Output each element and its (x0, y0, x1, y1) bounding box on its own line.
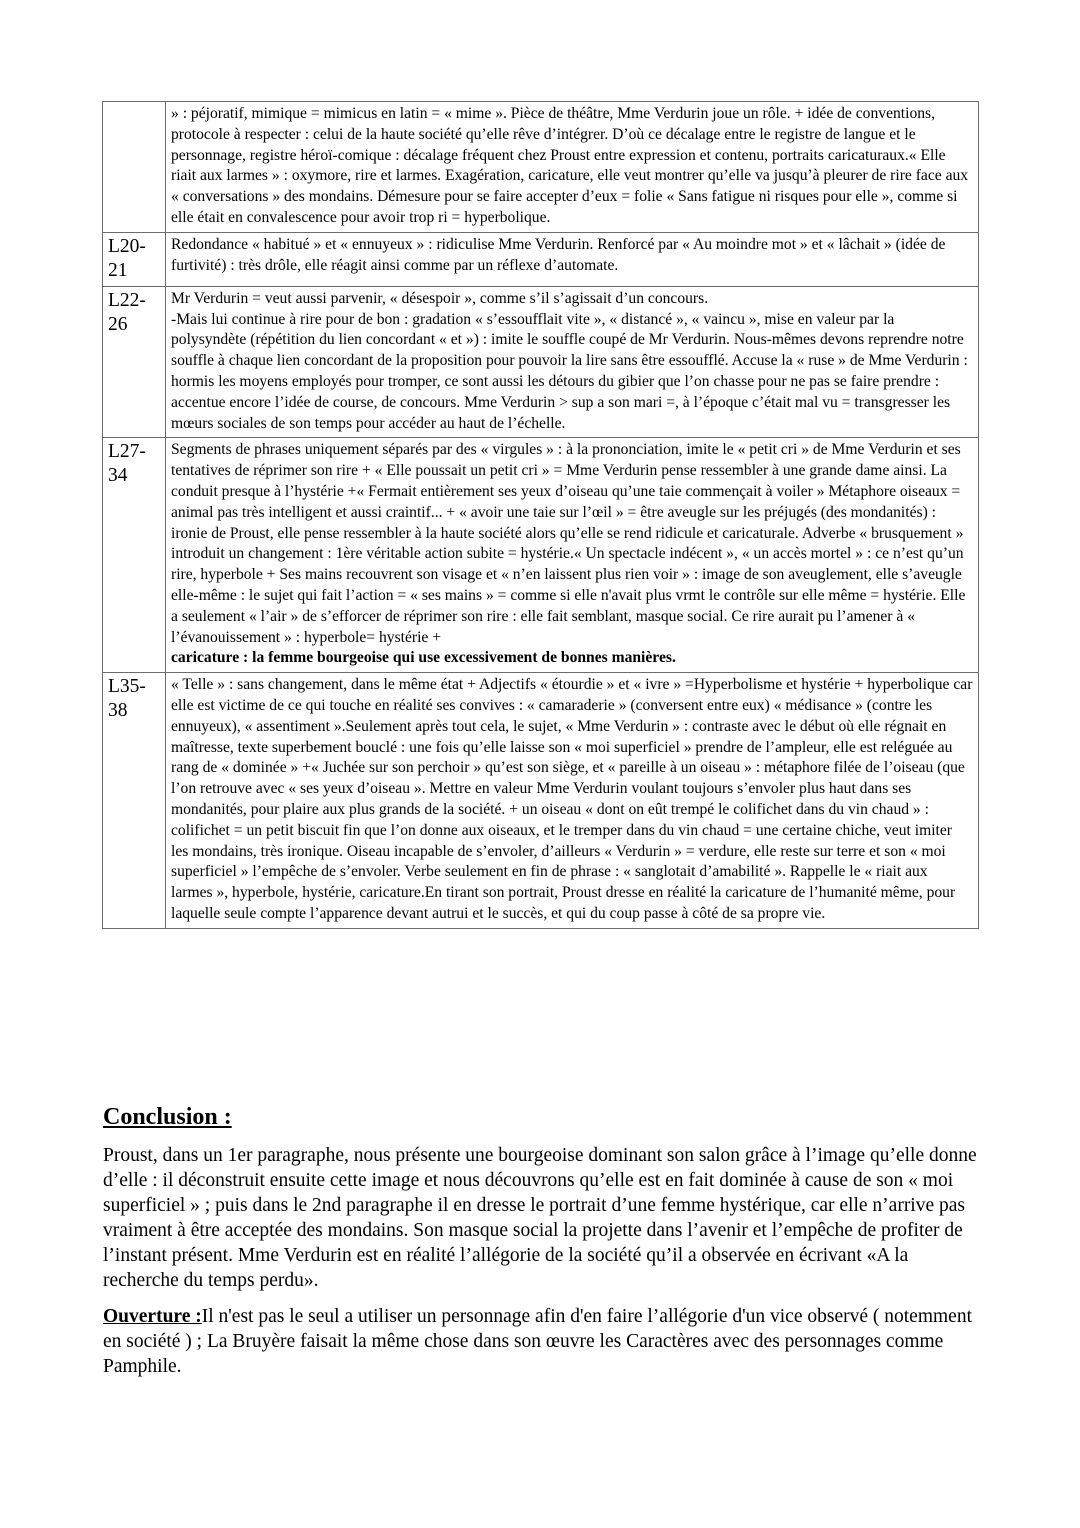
conclusion-heading: Conclusion : (103, 1104, 232, 1130)
analysis-table (102, 101, 979, 929)
ouverture-text: Il n'est pas le seul a utiliser un personnage afin d'en faire l’allégorie d'un vice observé ( notemment en société ) ; La Bruyère faisait la même chose dans son œuvre les Caractères avec des personnages comme Pamphile. (103, 1306, 972, 1377)
commentary-text: Segments de phrases uniquement séparés par des « virgules » : à la prononciation, imite le « petit cri » de Mme Verdurin et ses tentatives de réprimer son rire + « Elle poussait un petit cri » = Mme Verdurin pense ressembler à une grande dame ainsi. La conduit presque à l’hystérie +« Fermait entièrement ses yeux d’oiseau qu’une taie commençait à voiler » Métaphore oiseaux = animal pas très intelligent et aussi craintif... + « avoir une taie sur l’œil » = être aveugle sur les préjugés (des mondanités) : ironie de Proust, elle pense ressembler à la haute société alors qu’elle se rend ridicule et caricaturale. Adverbe « brusquement » introduit un changement : 1ère véritable action subite = hystérie.« Un spectacle indécent », « un accès mortel » : ce n’est qu’un rire, hyperbole + Ses mains recouvrent son visage et « n’en laissent plus rien voir » : image de son aveuglement, elle s’aveugle elle-même : le sujet qui fait l’action = « ses mains » = comme si elle n'avait plus vrmt le contrôle sur elle même = hystérie. Elle a seulement « l’air » de s’efforcer de réprimer son rire : elle fait semblant, masque social. Ce rire aurait pu l’amener à « l’évanouissement » : hyperbole= hystérie + (171, 441, 966, 646)
commentary-text: » : péjoratif, mimique = mimicus en latin = « mime ». Pièce de théâtre, Mme Verdurin joue un rôle. + idée de conventions, protocole à respecter : celui de la haute société qu’elle rêve d’intégrer. D’où ce décalage entre le registre de langue et le personnage, registre héroï-comique : décalage fréquent chez Proust entre expression et contenu, portraits caricaturaux.« Elle riait aux larmes » : oxymore, rire et larmes. Exagération, caricature, elle veut montrer qu’elle va jusqu’à pleurer de rire face aux « conversations » des mondains. Démesure pour se faire accepter d’eux = folie « Sans fatigue ni risques pour elle », comme si elle était en convalescence pour avoir trop ri = hyperbolique. (171, 105, 969, 226)
commentary-cell (166, 438, 979, 673)
commentary-text: « Telle » : sans changement, dans le même état + Adjectifs « étourdie » et « ivre » =Hyperbolisme et hystérie + hyperbolique car elle est victime de ce qui touche en réalité ses convives : « camaraderie » (conversent entre eux) « médisance » (contre les ennuyeux), « assentiment ».Seulement après tout cela, le sujet, « Mme Verdurin » : contraste avec le début où elle régnait en maîtresse, texte superbement bouclé : une fois qu’elle laisse son « moi superficiel » prendre de l’ampleur, elle est reléguée au rang de « dominée » +« Juchée sur son perchoir » qu’est son siège, et « pareille à un oiseau » : métaphore filée de l’oiseau (que l’on retrouve avec « ses yeux d’oiseau ». Mettre en valeur Mme Verdurin voulant toujours s’envoler plus haut dans ses mondanités, pour plaire aux plus grands de la société. + un oiseau « dont on eût trempé le colifichet dans du vin chaud » : colifichet = un petit biscuit fin que l’on donne aux oiseaux, et le tremper dans du vin chaud = une certaine chiche, veut imiter les mondains, très ironique. Oiseau incapable de s’envoler, d’ailleurs « Verdurin » = verdure, elle reste sur terre et son « moi superficiel » l’empêche de s’envoler. Verbe seulement en fin de phrase : « sanglotait d’amabilité ». Rappelle le « riait aux larmes », hyperbole, hystérie, caricature.En tirant son portrait, Proust dresse en réalité la caricature de l’humanité même, pour laquelle seule compte l’apparence devant autrui et le succès, et qui du coup passe à côté de sa propre vie. (171, 676, 973, 922)
commentary-cell (166, 232, 979, 286)
commentary-text: Redondance « habitué » et « ennuyeux » : ridiculise Mme Verdurin. Renforcé par « Au moindre mot » et « lâchait » (idée de furtivité) : très drôle, elle réagit ainsi comme par un réflexe d’automate. (171, 235, 946, 274)
line-ref: L35-38 (103, 673, 166, 929)
conclusion-paragraph: Proust, dans un 1er paragraphe, nous présente une bourgeoise dominant son salon grâce à l’image qu’elle donne d’elle : il déconstruit ensuite cette image et nous découvrons qu’elle est en fait dominée à cause de son « moi superficiel » ; puis dans le 2nd paragraphe il en dresse le portrait d’une femme hystérique, car elle n’arrive pas vraiment à être acceptée des mondains. Son masque social la projette dans l’avenir et l’empêche de profiter de l’instant présent. Mme Verdurin est en réalité l’allégorie de la société qu’il a observée en écrivant «A la recherche du temps perdu». (103, 1145, 977, 1291)
table-row (103, 438, 979, 673)
line-ref: L22-26 (103, 286, 166, 438)
commentary-cell (166, 102, 979, 233)
table-row (103, 102, 979, 233)
ouverture-paragraph (103, 1304, 983, 1379)
ouverture-label: Ouverture : (103, 1306, 202, 1327)
commentary-text: Mr Verdurin = veut aussi parvenir, « désespoir », comme s’il s’agissait d’un concours. -Mais lui continue à rire pour de bon : gradation « s’essoufflait vite », « distancé », « vaincu », mise en valeur par la polysyndète (répétition du lien concordant « et ») : imite le souffle coupé de Mr Verdurin. Nous-mêmes devons reprendre notre souffle à chaque lien concordant de la proposition pour pouvoir la lire sans être essoufflé. Accuse la « ruse » de Mme Verdurin : hormis les moyens employés pour tromper, ce sont aussi les détours du gibier que l’on chasse pour ne pas se faire prendre : accentue encore l’idée de course, de concours. Mme Verdurin > sup a son mari =, à l’époque c’était mal vu = transgresser les mœurs sociales de son temps pour accéder au haut de l’échelle. (171, 289, 968, 432)
commentary-cell (166, 673, 979, 929)
table-row (103, 232, 979, 286)
commentary-bold-text: caricature : la femme bourgeoise qui use excessivement de bonnes manières. (171, 649, 676, 667)
table-row (103, 286, 979, 438)
table-row (103, 673, 979, 929)
commentary-cell (166, 286, 979, 438)
line-ref: L27-34 (103, 438, 166, 673)
line-ref (103, 102, 166, 233)
line-ref: L20-21 (103, 232, 166, 286)
